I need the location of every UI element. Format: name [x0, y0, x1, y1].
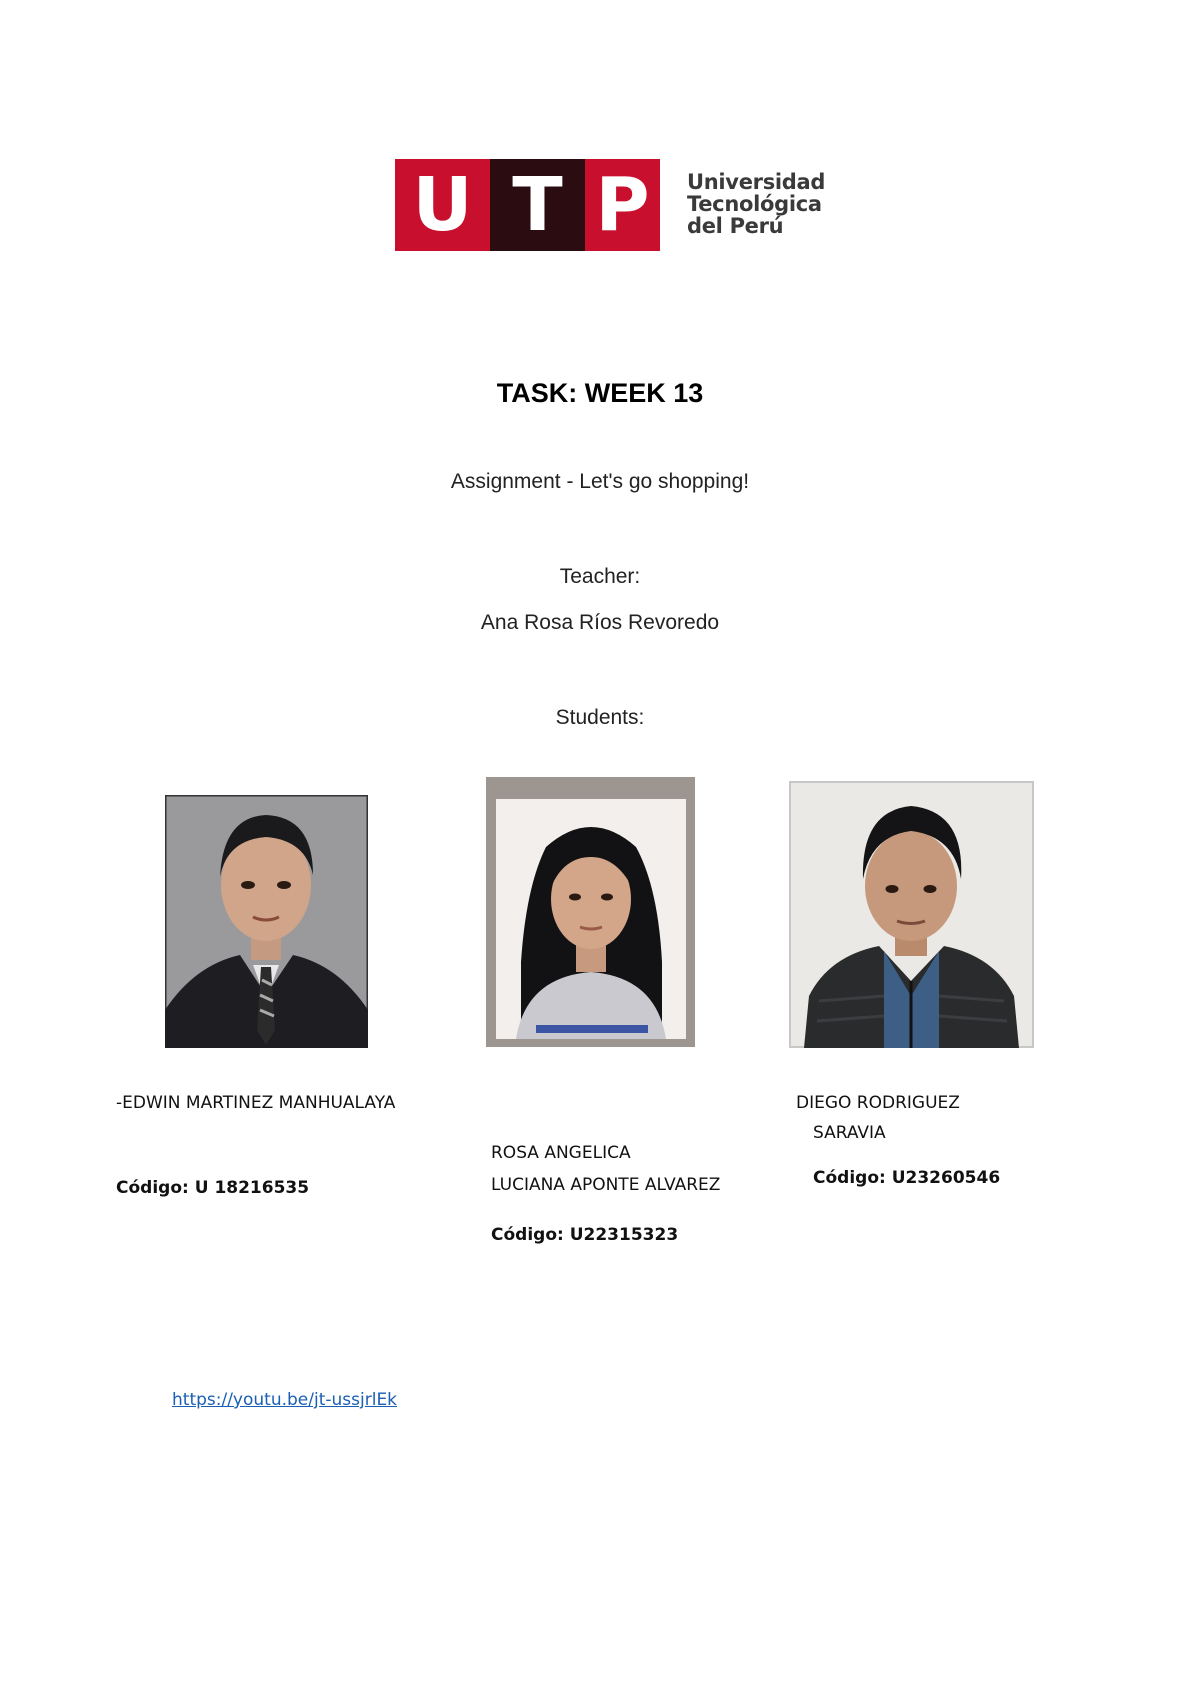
student-name-diego-line-1: DIEGO RODRIGUEZ	[796, 1093, 960, 1113]
student-code-edwin: Código: U 18216535	[116, 1178, 310, 1198]
logo-letter-u: U	[395, 159, 490, 251]
student-photo-diego	[789, 781, 1034, 1048]
student-name-rosa-line-1: ROSA ANGELICA	[491, 1143, 631, 1163]
student-name-rosa-line-2: LUCIANA APONTE ALVAREZ	[491, 1175, 721, 1195]
logo-wordmark	[687, 171, 827, 237]
student-photo-edwin	[165, 795, 368, 1048]
student-code-diego: Código: U23260546	[813, 1168, 1001, 1188]
student-photo-rosa	[486, 777, 695, 1047]
page-title: TASK: WEEK 13	[496, 378, 704, 408]
logo-line-2: Tecnológica	[687, 192, 822, 216]
student-name-diego-line-2: SARAVIA	[813, 1123, 886, 1143]
assignment-line: Assignment - Let's go shopping!	[450, 470, 750, 493]
utp-logo	[395, 159, 826, 251]
student-code-rosa: Código: U22315323	[491, 1225, 679, 1245]
student-name-edwin: -EDWIN MARTINEZ MANHUALAYA	[116, 1093, 396, 1113]
logo-letter-t: T	[490, 159, 585, 251]
logo-line-3: del Perú	[687, 214, 784, 238]
video-link[interactable]: https://youtu.be/jt-ussjrlEk	[172, 1390, 398, 1410]
teacher-name: Ana Rosa Ríos Revoredo	[480, 611, 720, 634]
logo-line-1: Universidad	[687, 170, 826, 194]
logo-letter-p: P	[585, 159, 660, 251]
students-label: Students:	[555, 706, 645, 729]
teacher-label: Teacher:	[559, 565, 641, 588]
